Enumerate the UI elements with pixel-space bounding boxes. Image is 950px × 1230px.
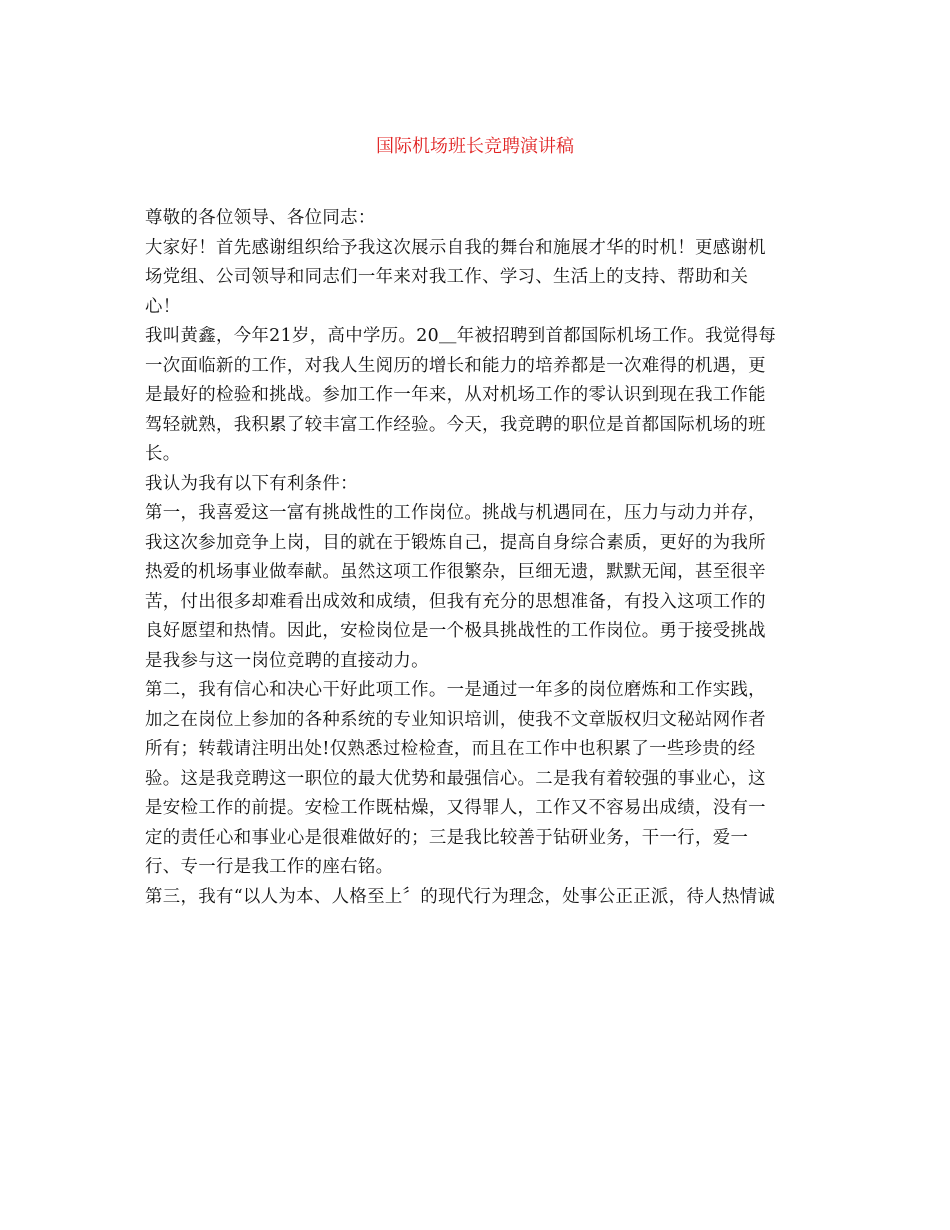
document-body: [145, 204, 810, 912]
body-line: 是我参与这一岗位竞聘的直接动力。: [145, 650, 429, 671]
body-line: 心！: [145, 296, 181, 317]
document-title: 国际机场班长竞聘演讲稿: [376, 136, 574, 157]
body-line: 尊敬的各位领导、各位同志：: [145, 208, 376, 228]
body-line: 苦，付出很多却难看出成效和成绩，但我有充分的思想准备，有投入这项工作的: [145, 591, 766, 612]
body-line: 是安检工作的前提。安检工作既枯燥，又得罪人，工作又不容易出成绩，没有一: [145, 798, 766, 818]
body-line: 定的责任心和事业心是很难做好的；三是我比较善于钻研业务，干一行，爱一: [145, 827, 749, 848]
body-line: 行、专一行是我工作的座右铭。: [145, 857, 394, 877]
body-line: 良好愿望和热情。因此，安检岗位是一个极具挑战性的工作岗位。勇于接受挑战: [145, 621, 766, 641]
body-line: 热爱的机场事业做奉献。虽然这项工作很繁杂，巨细无遗，默默无闻，甚至很辛: [145, 562, 766, 582]
body-line: 加之在岗位上参加的各种系统的专业知识培训，使我不文章版权归文秘站网作者: [145, 709, 766, 730]
body-line: 所有；转载请注明出处!仅熟悉过检检查，而且在工作中也积累了一些珍贵的经: [145, 739, 756, 759]
body-line: 第三，我有“以人为本、人格至上〞的现代行为理念，处事公正正派，待人热情诚: [145, 886, 776, 907]
body-line: 第一，我喜爱这一富有挑战性的工作岗位。挑战与机遇同在，压力与动力并存，: [145, 503, 766, 523]
body-line: 场党组、公司领导和同志们一年来对我工作、学习、生活上的支持、帮助和关: [145, 267, 749, 287]
body-line: 长。: [145, 444, 181, 464]
body-line: 第二，我有信心和决心干好此项工作。一是通过一年多的岗位磨炼和工作实践，: [145, 680, 766, 700]
body-line: 我认为我有以下有利条件：: [145, 473, 358, 494]
body-line: 我这次参加竞争上岗，目的就在于锻炼自己，提高自身综合素质，更好的为我所: [145, 532, 766, 553]
body-line: 一次面临新的工作，对我人生阅历的增长和能力的培养都是一次难得的机遇，更: [145, 355, 766, 376]
body-line: 验。这是我竞聘这一职位的最大优势和最强信心。二是我有着较强的事业心，这: [145, 768, 766, 789]
body-line: 大家好！首先感谢组织给予我这次展示自我的舞台和施展才华的时机！更感谢机: [145, 237, 766, 258]
body-line: 是最好的检验和挑战。参加工作一年来，从对机场工作的零认识到现在我工作能: [145, 385, 766, 405]
body-line: 驾轻就熟，我积累了较丰富工作经验。今天，我竞聘的职位是首都国际机场的班: [145, 414, 766, 435]
body-line: 我叫黄鑫，今年21岁，高中学历。20＿年被招聘到首都国际机场工作。我觉得每: [145, 326, 777, 346]
